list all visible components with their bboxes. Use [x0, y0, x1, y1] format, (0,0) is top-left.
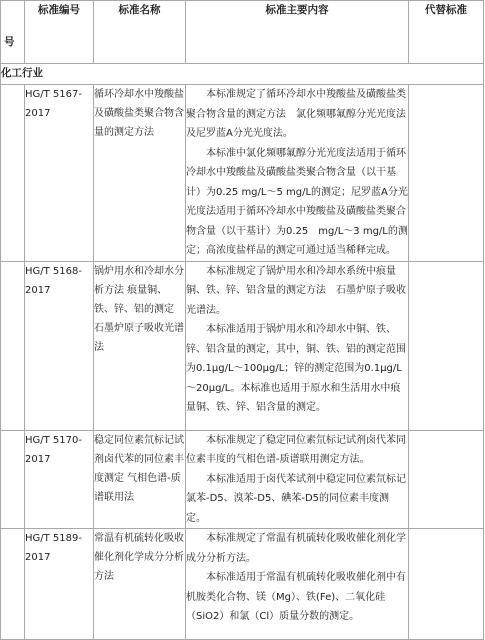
standard-code: HG/T 5168-2017	[25, 261, 94, 430]
header-seq-bottom: 号	[4, 36, 15, 48]
header-name: 标准名称	[94, 1, 186, 64]
content-paragraph: 本标准适用于卤代苯试剂中稳定同位素氘标记氯苯-D5、溴苯-D5、碘苯-D5的同位素丰度测定。	[186, 473, 406, 524]
seq-cell	[1, 261, 25, 430]
seq-cell	[1, 85, 25, 262]
content-paragraph: 本标准适用于锅炉用水和冷却水中铜、铁、锌、铝含量的测定，其中，铜、铁、铝的测定范围为0.1μg/L～100μg/L；锌的测定范围为0.1μg/L～20μg/L。本标准也适用于原水和生活用水中痕量铜、铁、锌、铝含量的测定。	[186, 324, 406, 413]
content-paragraph: 本标准适用于常温有机硫转化吸收催化剂中有机胺类化合物、镁（Mg）、铁(Fe)、二氧化硅（SiO2）和氯（Cl）质量分数的测定。	[186, 572, 406, 622]
standard-content	[186, 261, 409, 430]
standard-code: HG/T 5167-2017	[25, 85, 94, 262]
standard-name: 稳定同位素氘标记试剂卤代苯的同位素丰度测定 气相色谱-质谱联用法	[94, 430, 186, 529]
standard-content	[186, 85, 409, 262]
standard-name: 常温有机硫转化吸收催化剂化学成分分析方法	[94, 529, 186, 640]
standard-code: HG/T 5170-2017	[25, 430, 94, 529]
replace-cell	[409, 85, 484, 262]
replace-cell	[409, 430, 484, 529]
section-title: 化工行业	[1, 64, 484, 85]
content-paragraph: 本标准规定了循环冷却水中羧酸盐及磺酸盐类聚合物含量的测定方法 氯化频哪氟醇分光光度法及尼罗蓝A分光光度法。	[186, 89, 406, 139]
header-content: 标准主要内容	[186, 1, 409, 64]
content-paragraph: 本标准中氯化频哪氟醇分光光度法适用于循环冷却水中羧酸盐及磺酸盐类聚合物含量（以干基计）为0.25 mg/L～5 mg/L的测定；尼罗蓝A分光光度法适用于循环冷却水中羧酸盐及磺酸盐类聚合物含量（以干基计）为0.25 mg/L～3 mg/L的测定；高浓度盐样品的测定可通过适当稀释完成。	[186, 147, 408, 256]
standard-name: 锅炉用水和冷却水分析方法 痕量铜、铁、锌、铝的测定 石墨炉原子吸收光谱法	[94, 261, 186, 430]
standard-content	[186, 430, 409, 529]
table-header-row	[1, 1, 484, 64]
standard-name: 循环冷却水中羧酸盐及磺酸盐类聚合物含量的测定方法	[94, 85, 186, 262]
replace-cell	[409, 261, 484, 430]
header-code: 标准编号	[25, 1, 94, 64]
table-row	[1, 261, 484, 430]
standard-content	[186, 529, 409, 640]
table-row	[1, 529, 484, 640]
table-row	[1, 430, 484, 529]
section-row	[1, 64, 484, 85]
replace-cell	[409, 529, 484, 640]
content-paragraph: 本标准规定了稳定同位素氘标记试剂卤代苯同位素丰度的气相色谱-质谱联用测定方法。	[186, 434, 406, 465]
content-paragraph: 本标准规定了锅炉用水和冷却水系统中痕量铜、铁、锌、铝含量的测定方法 石墨炉原子吸收光谱法。	[186, 265, 406, 316]
content-paragraph: 本标准规定了常温有机硫转化吸收催化剂化学成分分析方法。	[186, 533, 406, 564]
header-seq	[1, 1, 25, 64]
seq-cell	[1, 430, 25, 529]
standard-code: HG/T 5189-2017	[25, 529, 94, 640]
table-row	[1, 85, 484, 262]
seq-cell	[1, 529, 25, 640]
header-replace: 代替标准	[409, 1, 484, 64]
